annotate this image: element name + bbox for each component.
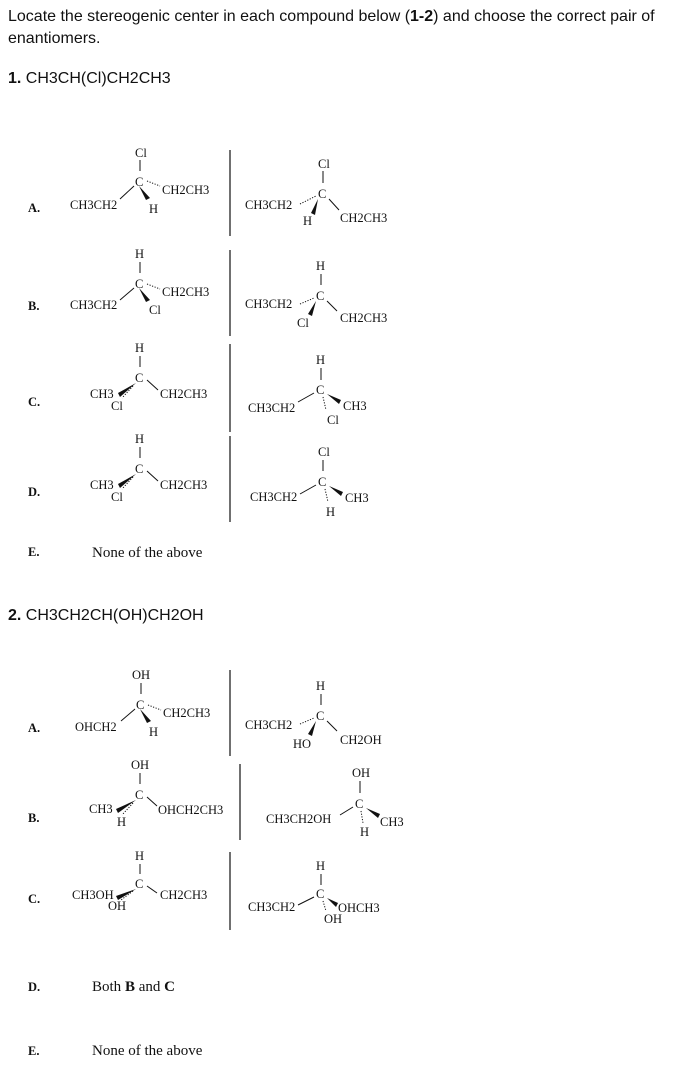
substituent-bottom: Cl bbox=[327, 413, 339, 427]
stereocenter-carbon: C bbox=[316, 709, 325, 723]
option-letter: E. bbox=[28, 545, 40, 559]
substituent-left: CH3CH2 bbox=[248, 401, 296, 415]
substituent-left: CH3OH bbox=[72, 888, 114, 902]
substituent-right: OHCH3 bbox=[338, 901, 380, 915]
substituent-bottom: Cl bbox=[111, 490, 123, 504]
structure-right bbox=[266, 766, 404, 839]
substituent-bottom: H bbox=[149, 202, 159, 216]
substituent-left: CH3 bbox=[90, 387, 114, 401]
structure-right bbox=[245, 679, 382, 751]
structure-left bbox=[90, 341, 207, 413]
stereocenter-carbon: C bbox=[135, 788, 144, 802]
structure-left bbox=[90, 432, 207, 504]
substituent-left: CH3CH2OH bbox=[266, 812, 332, 826]
stereocenter-carbon: C bbox=[318, 475, 327, 489]
substituent-left: CH3CH2 bbox=[245, 198, 293, 212]
substituent-left: CH3 bbox=[90, 478, 114, 492]
substituent-bottom: H bbox=[117, 815, 127, 829]
option-letter: B. bbox=[28, 811, 40, 825]
stereocenter-carbon: C bbox=[135, 277, 144, 291]
instructions: Locate the stereogenic center in each compound below (1-2) and choose the correct pair of enantiomers. bbox=[8, 8, 655, 47]
option-letter: D. bbox=[28, 980, 41, 994]
option-letter: C. bbox=[28, 395, 41, 409]
substituent-left: CH3CH2 bbox=[70, 198, 118, 212]
substituent-left: CH3CH2 bbox=[248, 900, 296, 914]
substituent-top: H bbox=[135, 341, 145, 355]
option-text: None of the above bbox=[92, 545, 203, 561]
substituent-left: CH3 bbox=[89, 802, 113, 816]
substituent-bottom: Cl bbox=[111, 399, 123, 413]
question-2-header: 2. CH3CH2CH(OH)CH2OH bbox=[8, 607, 204, 624]
stereocenter-carbon: C bbox=[135, 877, 144, 891]
substituent-right: CH2OH bbox=[340, 733, 382, 747]
substituent-left: CH3CH2 bbox=[70, 298, 118, 312]
stereocenter-carbon: C bbox=[136, 698, 145, 712]
option-text: Both B and C bbox=[92, 979, 175, 995]
substituent-top: OH bbox=[132, 668, 151, 682]
structure-left bbox=[89, 758, 223, 829]
substituent-right: CH2CH3 bbox=[160, 888, 208, 902]
question-1-header: 1. CH3CH(Cl)CH2CH3 bbox=[8, 70, 171, 87]
substituent-left: CH3CH2 bbox=[250, 490, 298, 504]
substituent-top: Cl bbox=[318, 157, 330, 171]
structure-right bbox=[248, 353, 367, 427]
substituent-bottom: OH bbox=[324, 912, 343, 926]
substituent-top: H bbox=[135, 849, 145, 863]
substituent-right: CH3 bbox=[380, 815, 404, 829]
substituent-left: CH3CH2 bbox=[245, 297, 293, 311]
substituent-right: CH2CH3 bbox=[163, 706, 211, 720]
stereocenter-carbon: C bbox=[135, 371, 144, 385]
option-letter: A. bbox=[28, 721, 41, 735]
option-letter: B. bbox=[28, 299, 40, 313]
structure-left bbox=[70, 247, 209, 317]
substituent-bottom: OH bbox=[108, 899, 127, 913]
stereocenter-carbon: C bbox=[135, 462, 144, 476]
substituent-right: CH2CH3 bbox=[340, 211, 388, 225]
substituent-top: H bbox=[135, 432, 145, 446]
structure-left bbox=[72, 849, 207, 913]
stereocenter-carbon: C bbox=[316, 383, 325, 397]
substituent-bottom: Cl bbox=[149, 303, 161, 317]
stereocenter-carbon: C bbox=[318, 187, 327, 201]
option-text: None of the above bbox=[92, 1043, 203, 1059]
stereocenter-carbon: C bbox=[316, 289, 325, 303]
stereocenter-carbon: C bbox=[135, 175, 144, 189]
structure-right bbox=[250, 445, 369, 519]
option-letter: D. bbox=[28, 485, 41, 499]
substituent-right: CH2CH3 bbox=[340, 311, 388, 325]
substituent-top: H bbox=[316, 859, 326, 873]
option-letter: E. bbox=[28, 1044, 40, 1058]
substituent-top: H bbox=[316, 353, 326, 367]
substituent-top: OH bbox=[131, 758, 150, 772]
substituent-bottom: H bbox=[149, 725, 159, 739]
substituent-left: CH3CH2 bbox=[245, 718, 293, 732]
substituent-top: OH bbox=[352, 766, 371, 780]
substituent-right: CH2CH3 bbox=[162, 285, 210, 299]
stereocenter-carbon: C bbox=[316, 887, 325, 901]
substituent-top: H bbox=[316, 259, 326, 273]
structure-right bbox=[245, 157, 387, 228]
substituent-top: H bbox=[316, 679, 326, 693]
substituent-top: Cl bbox=[318, 445, 330, 459]
substituent-top: Cl bbox=[135, 146, 147, 160]
option-letter: C. bbox=[28, 892, 41, 906]
substituent-bottom: H bbox=[360, 825, 370, 839]
structure-left bbox=[75, 668, 210, 739]
substituent-right: CH2CH3 bbox=[160, 387, 208, 401]
substituent-right: CH3 bbox=[345, 491, 369, 505]
substituent-bottom: H bbox=[326, 505, 336, 519]
substituent-left: OHCH2 bbox=[75, 720, 117, 734]
substituent-bottom: HO bbox=[293, 737, 312, 751]
substituent-right: CH2CH3 bbox=[162, 183, 210, 197]
structure-left bbox=[70, 146, 209, 216]
substituent-right: CH2CH3 bbox=[160, 478, 208, 492]
substituent-bottom: Cl bbox=[297, 316, 309, 330]
substituent-right: CH3 bbox=[343, 399, 367, 413]
substituent-top: H bbox=[135, 247, 145, 261]
structure-right bbox=[245, 259, 387, 330]
substituent-right: OHCH2CH3 bbox=[158, 803, 224, 817]
substituent-bottom: H bbox=[303, 214, 313, 228]
option-letter: A. bbox=[28, 201, 41, 215]
structure-right bbox=[248, 859, 380, 926]
stereocenter-carbon: C bbox=[355, 797, 364, 811]
